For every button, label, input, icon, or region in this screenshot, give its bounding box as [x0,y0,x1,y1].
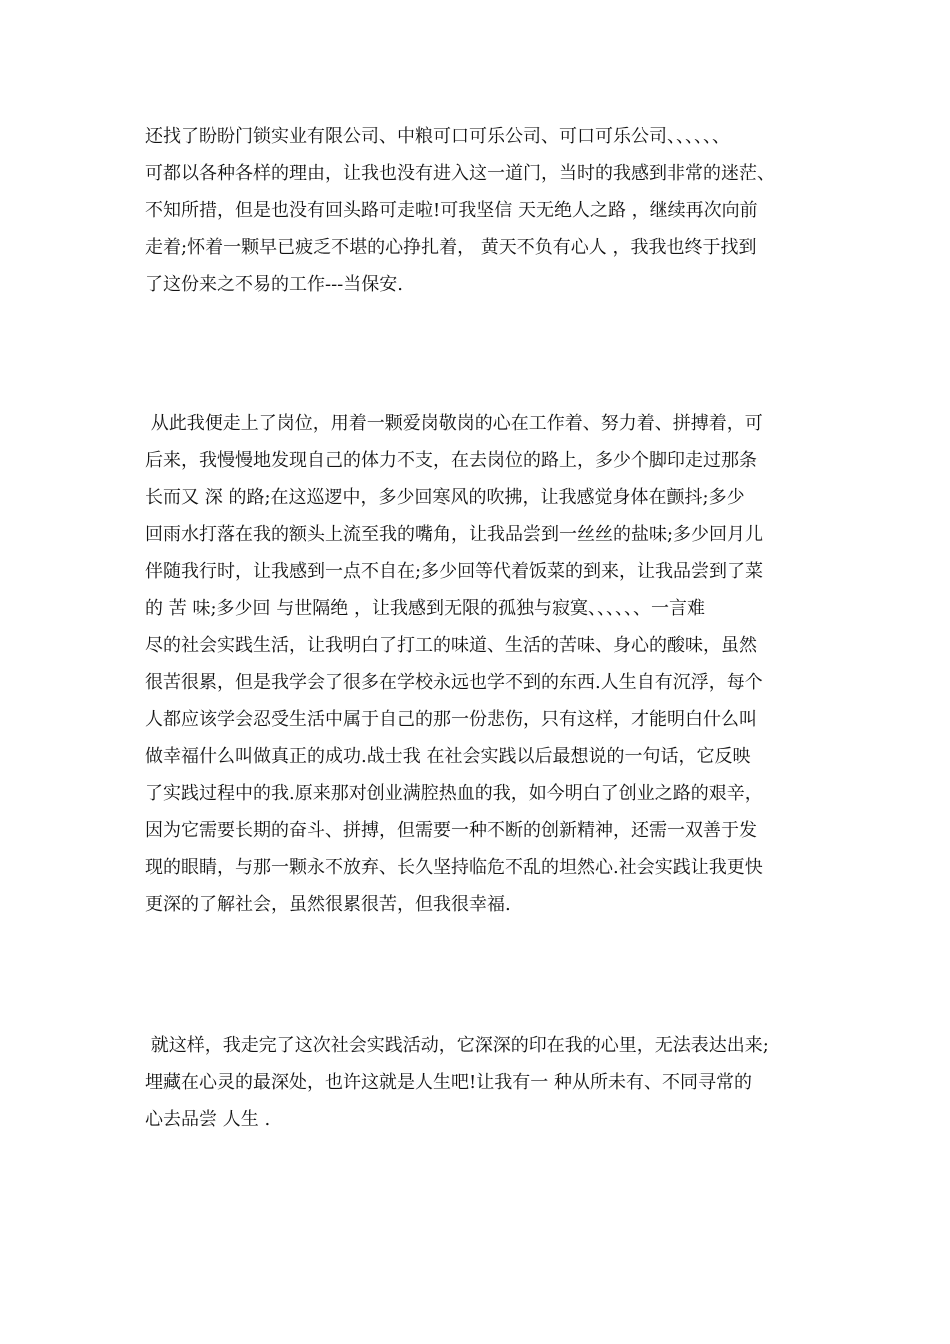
text-line: 了这份来之不易的工作---当保安. [145,274,403,295]
text-line: 埋藏在心灵的最深处，也许这就是人生吧!让我有一 种从所未有、不同寻常的 [145,1072,752,1093]
text-line: 不知所措，但是也没有回头路可走啦!可我坚信 天无绝人之路 ，继续再次向前 [145,200,758,221]
text-line: 心去品尝 人生 . [145,1109,271,1130]
text-line: 了实践过程中的我.原来那对创业满腔热血的我，如今明白了创业之路的艰辛， [145,783,763,804]
text-line: 长而又 深 的路;在这巡逻中，多少回寒风的吹拂，让我感觉身体在颤抖;多少 [145,487,745,508]
paragraph-conclusion [145,1027,845,1138]
text-line: 就这样，我走完了这次社会实践活动，它深深的印在我的心里，无法表达出来; [145,1035,769,1056]
text-line: 很苦很累，但是我学会了很多在学校永远也学不到的东西.人生自有沉浮，每个 [145,672,763,693]
text-line: 后来，我慢慢地发现自己的体力不支，在去岗位的路上，多少个脚印走过那条 [145,450,757,471]
text-line: 人都应该学会忍受生活中属于自己的那一份悲伤，只有这样，才能明白什么叫 [145,709,757,730]
text-line: 走着;怀着一颗早已疲乏不堪的心挣扎着， 黄天不负有心人 ，我我也终于找到 [145,237,757,258]
text-line: 现的眼睛，与那一颗永不放弃、长久坚持临危不乱的坦然心.社会实践让我更快 [145,857,763,878]
text-line: 做幸福什么叫做真正的成功.战士我 在社会实践以后最想说的一句话，它反映 [145,746,751,767]
text-line: 的 苦 味;多少回 与世隔绝 ，让我感到无限的孤独与寂寞、、、、、、一言难 [145,598,705,619]
text-line: 从此我便走上了岗位，用着一颗爱岗敬岗的心在工作着、努力着、拼搏着，可 [145,413,763,434]
paragraph-security-work [145,405,845,923]
text-line: 更深的了解社会，虽然很累很苦，但我很幸福. [145,894,511,915]
text-line: 还找了盼盼门锁实业有限公司、中粮可口可乐公司、可口可乐公司、、、、、、 [145,126,730,147]
text-line: 伴随我行时，让我感到一点不自在;多少回等代着饭菜的到来，让我品尝到了菜 [145,561,764,582]
text-line: 尽的社会实践生活，让我明白了打工的味道、生活的苦味、身心的酸味，虽然 [145,635,757,656]
text-line: 因为它需要长期的奋斗、拼搏，但需要一种不断的创新精神，还需一双善于发 [145,820,757,841]
paragraph-job-search [145,118,845,303]
text-line: 回雨水打落在我的额头上流至我的嘴角，让我品尝到一丝丝的盐味;多少回月儿 [145,524,764,545]
text-line: 可都以各种各样的理由，让我也没有进入这一道门，当时的我感到非常的迷茫、 [145,163,775,184]
